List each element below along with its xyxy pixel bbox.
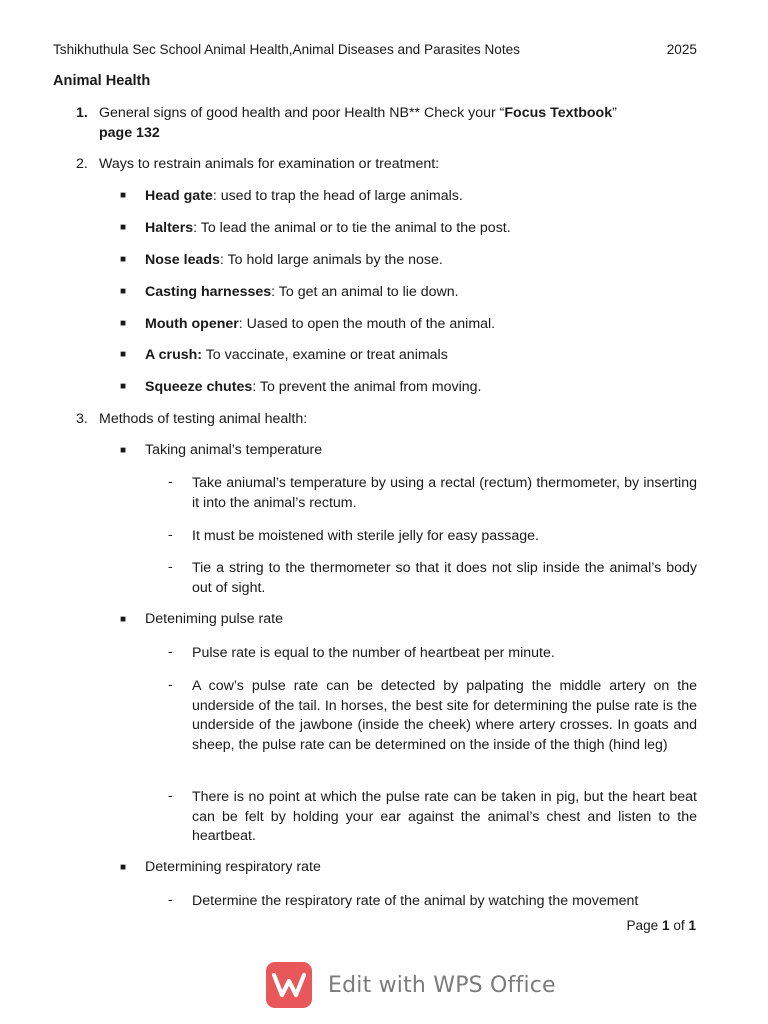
bullet-icon: ■ (120, 349, 127, 360)
dash-marker: - (168, 644, 173, 660)
list-item: Determine the respiratory rate of the animal by watching the movement (192, 893, 639, 909)
wps-logo-icon[interactable] (266, 962, 312, 1008)
page-of: of (669, 918, 689, 933)
list-item (145, 220, 511, 236)
list-item-desc: : used to trap the head of large animals. (212, 188, 463, 204)
list-item (145, 188, 463, 204)
section-heading: Animal Health (53, 73, 151, 89)
list-item-desc: To vaccinate, examine or treat animals (202, 347, 448, 363)
page-current: 1 (661, 918, 670, 933)
bullet-icon: ■ (120, 614, 127, 625)
list-item (145, 347, 448, 363)
item-3-number: 3. (76, 411, 88, 427)
list-item-desc: : To lead the animal or to tie the animal to the post. (193, 220, 511, 236)
bullet-icon: ■ (120, 318, 127, 329)
item-1-text-a: General signs of good health and poor Health NB** Check your “ (99, 105, 505, 121)
item-3-text: Methods of testing animal health: (99, 411, 308, 427)
list-item-term: Casting harnesses (145, 284, 272, 300)
dash-marker: - (168, 527, 173, 543)
item-1-number: 1. (76, 105, 88, 121)
subsection-title: Deteniming pulse rate (145, 611, 284, 627)
list-item (145, 379, 481, 395)
item-1-text-line2: page 132 (99, 125, 160, 141)
list-item-desc: : Uased to open the mouth of the animal. (238, 316, 496, 332)
dash-marker: - (168, 677, 173, 693)
bullet-icon: ■ (120, 286, 127, 297)
wps-edit-label[interactable]: Edit with WPS Office (328, 972, 556, 998)
list-item (145, 284, 459, 300)
list-item-desc: : To get an animal to lie down. (271, 284, 459, 300)
dash-marker: - (168, 559, 173, 575)
list-item: It must be moistened with sterile jelly for easy passage. (192, 528, 539, 544)
list-item-desc: : To hold large animals by the nose. (219, 252, 443, 268)
page-number (626, 918, 696, 933)
list-item (145, 252, 443, 268)
list-item-term: Squeeze chutes (145, 379, 253, 395)
dash-marker: - (168, 474, 173, 490)
bullet-icon: ■ (120, 381, 127, 392)
item-2-text: Ways to restrain animals for examination or treatment: (99, 156, 440, 172)
list-item: Tie a string to the thermometer so that it does not slip inside the animal’s body out of sight. (192, 560, 697, 596)
item-1-text-bold: Focus Textbook (504, 105, 613, 121)
wps-edit-banner[interactable] (266, 962, 556, 1008)
page-total: 1 (688, 918, 696, 933)
bullet-icon: ■ (120, 222, 127, 233)
item-1-text (99, 105, 617, 121)
list-item: Pulse rate is equal to the number of heartbeat per minute. (192, 645, 555, 661)
list-item-term: Head gate (145, 188, 213, 204)
list-item (145, 316, 495, 332)
list-item-term: A crush: (145, 347, 203, 363)
item-1-text-b: ” (612, 105, 617, 121)
list-item-term: Mouth opener (145, 316, 239, 332)
bullet-icon: ■ (120, 254, 127, 265)
list-item-desc: : To prevent the animal from moving. (252, 379, 482, 395)
list-item-term: Nose leads (145, 252, 220, 268)
bullet-icon: ■ (120, 445, 127, 456)
item-2-number: 2. (76, 156, 88, 172)
subsection-title: Determining respiratory rate (145, 859, 321, 875)
subsection-title: Taking animal’s temperature (145, 442, 323, 458)
list-item: There is no point at which the pulse rate can be taken in pig, but the heart beat can be felt by holding your ear against the animal’s chest and listen to the heartbeat. (192, 789, 697, 845)
bullet-icon: ■ (120, 190, 127, 201)
page-prefix: Page (626, 918, 662, 933)
document-header-year: 2025 (666, 42, 697, 57)
document-header-title: Tshikhuthula Sec School Animal Health,Animal Diseases and Parasites Notes (53, 42, 520, 57)
bullet-icon: ■ (120, 862, 127, 873)
dash-marker: - (168, 892, 173, 908)
dash-marker: - (168, 788, 173, 804)
list-item-term: Halters (145, 220, 194, 236)
list-item: Take aniumal’s temperature by using a rectal (rectum) thermometer, by inserting it into the animal’s rectum. (192, 475, 697, 511)
list-item: A cow’s pulse rate can be detected by palpating the middle artery on the underside of the tail. In horses, the best site for determining the pulse rate is the underside of the jawbone (inside the cheek) where artery crosses. In goats and sheep, the pulse rate can be determined on the inside of the thigh (hind leg) (192, 678, 697, 754)
